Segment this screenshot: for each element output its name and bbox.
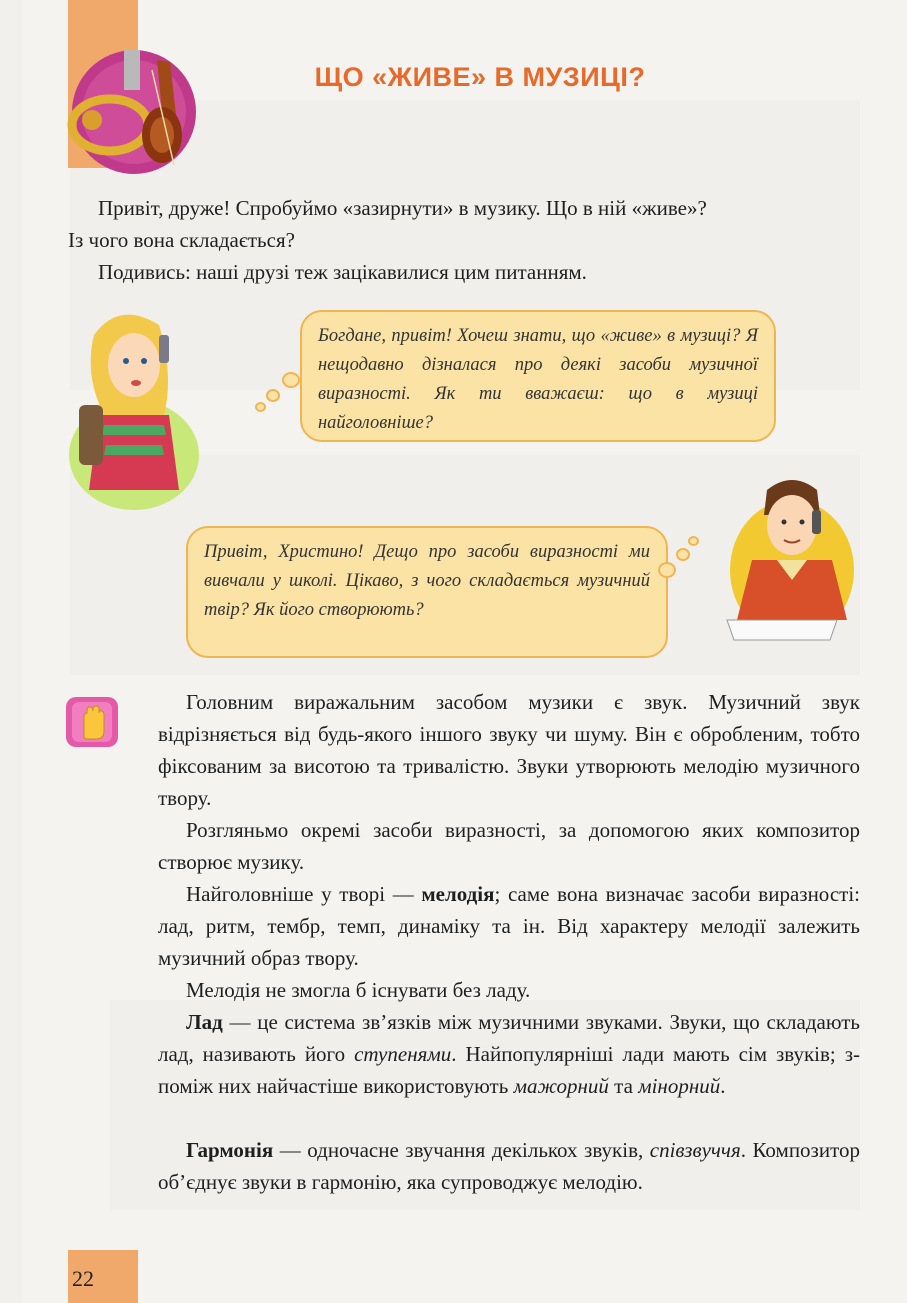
body-paragraph-4: Мелодія не змогла б існувати без ладу. <box>186 978 531 1002</box>
bubble-tail-dot <box>658 562 676 578</box>
p5-text-b: . Найпопулярніші лади мають сім звуків; з-поміж них найчастіше використовують <box>158 1042 860 1098</box>
body-paragraph-1: Головним виражальним засобом музики є звук. Музичний звук відрізняється від будь-якого іншого звуку чи шуму. Він є обробленим, тобто фіксованим за висотою та тривалістю. Звуки утворюють мелодію музичного твору. <box>158 690 860 810</box>
intro-line-2: Із чого вона складається? <box>68 228 295 252</box>
girl-with-phone-illustration <box>64 305 204 510</box>
term-minor: мінорний <box>638 1074 721 1098</box>
term-lad: Лад <box>186 1010 223 1034</box>
music-emblem-icon <box>62 40 202 180</box>
bubble-tail-dot <box>282 372 300 388</box>
bubble-tail-dot <box>688 536 699 546</box>
page-title: ЩО «ЖИВЕ» В МУЗИЦІ? <box>314 62 646 92</box>
boy-speech-text: Привіт, Христино! Дещо про засоби виразності ми вивчали у школі. Цікаво, з чого складається музичний твір? Як його створюють? <box>204 542 650 620</box>
bubble-tail-dot <box>266 389 280 402</box>
boy-with-phone-illustration <box>712 470 862 650</box>
p3-text-a: Найголовніше у творі — <box>186 882 422 906</box>
body-paragraph-3 <box>158 878 860 974</box>
p3-text-b: ; саме вона визначає засоби виразності: лад, ритм, тембр, темп, динаміку та ін. Від характеру мелодії залежить музичний образ твору. <box>158 882 860 970</box>
hand-stop-icon <box>66 697 118 747</box>
girl-speech-text: Богдане, привіт! Хочеш знати, що «живе» в музиці? Я нещодавно дізналася про деякі засоби музичної виразності. Як ти вважаєш: що в музиці найголовніше? <box>318 326 758 433</box>
intro-line-3: Подивись: наші друзі теж зацікавилися цим питанням. <box>98 260 587 284</box>
boy-speech-bubble <box>186 526 668 658</box>
bubble-tail-dot <box>676 548 690 561</box>
p5-text-d: . <box>720 1074 726 1098</box>
body-paragraph-2: Розгляньмо окремі засоби виразності, за допомогою яких композитор створює музику. <box>158 818 860 874</box>
term-melody: мелодія <box>421 882 495 906</box>
intro-line-1: Привіт, друже! Спробуймо «зазирнути» в музику. Що в ній «живе»? <box>98 196 707 220</box>
body-paragraph-5 <box>158 1006 860 1102</box>
term-major: мажорний <box>513 1074 609 1098</box>
term-consonance: співзвуччя <box>649 1138 741 1162</box>
p5-text-a: — це система зв’язків між музичними звуками. Звуки, що складають лад, називають його <box>158 1010 860 1066</box>
girl-speech-bubble <box>300 310 776 442</box>
page-number: 22 <box>72 1266 94 1291</box>
p5-text-c: та <box>608 1074 639 1098</box>
term-steps: ступенями <box>354 1042 452 1066</box>
p6-text-b: . Композитор об’єднує звуки в гармонію, яка супроводжує мелодію. <box>158 1138 860 1194</box>
body-paragraph-6 <box>158 1134 860 1198</box>
p6-text-a: — одночасне звучання декількох звуків, <box>273 1138 650 1162</box>
term-harmony: Гармонія <box>186 1138 274 1162</box>
bubble-tail-dot <box>255 402 266 412</box>
